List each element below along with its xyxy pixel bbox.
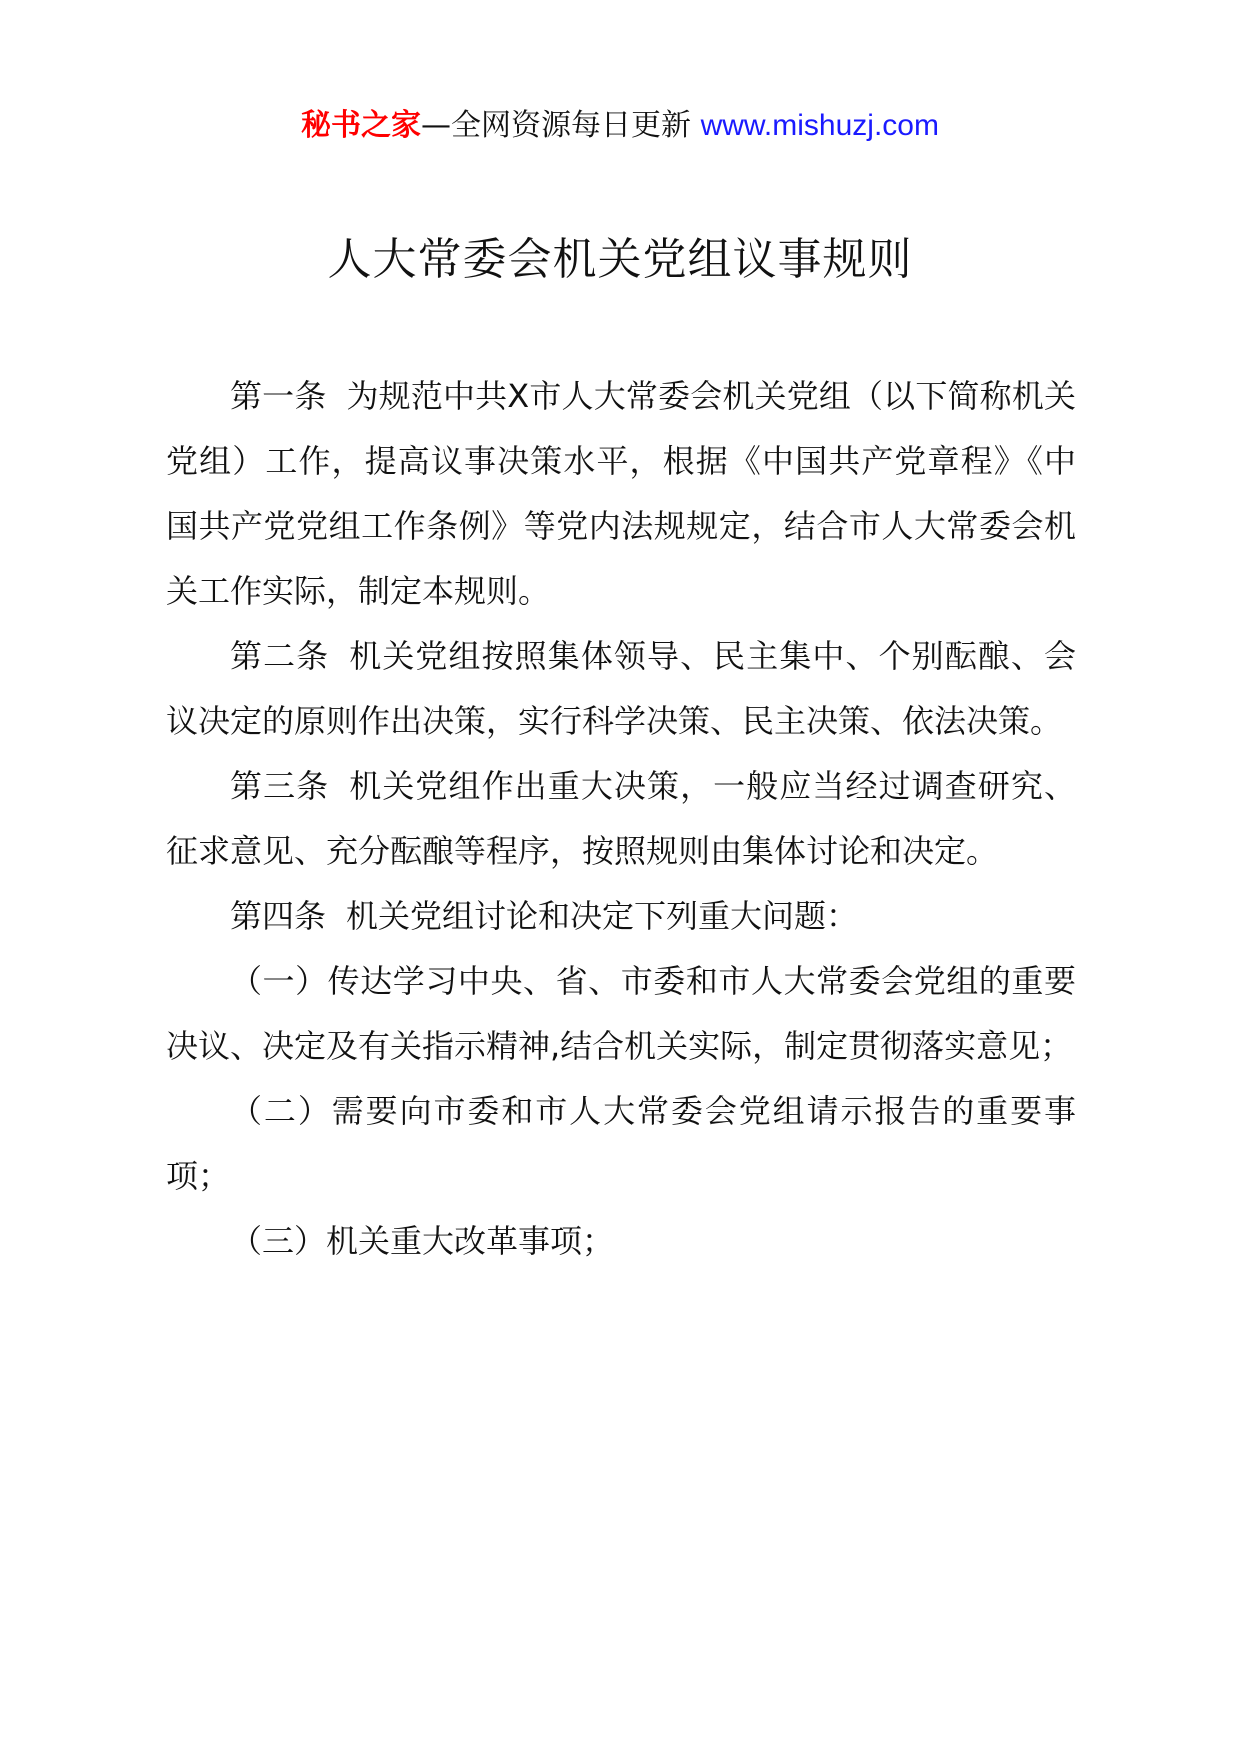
site-header (0, 104, 1240, 148)
article-4-text: 机关党组讨论和决定下列重大问题： (346, 897, 859, 935)
list-item-3-text: （三）机关重大改革事项； (230, 1222, 615, 1260)
document-title: 人大常委会机关党组议事规则 (327, 234, 913, 285)
document-body (166, 364, 1076, 1274)
article-3-text: 机关党组作出重大决策，一般应当经过调查研究、征求意见、充分酝酿等程序，按照规则由集体讨论和决定。 (166, 767, 1076, 870)
site-tagline: —全网资源每日更新 (421, 108, 701, 143)
article-4-label: 第四条 (230, 897, 327, 935)
article-1-text: 为规范中共X市人大常委会机关党组（以下简称机关党组）工作，提高议事决策水平，根据《中国共产党章程》《中国共产党党组工作条例》等党内法规规定，结合市人大常委会机关工作实际，制定本规则。 (166, 377, 1076, 610)
article-3-label: 第三条 (230, 767, 330, 805)
article-2-text: 机关党组按照集体领导、民主集中、个别酝酿、会议决定的原则作出决策，实行科学决策、民主决策、依法决策。 (166, 637, 1076, 740)
article-1 (166, 364, 1076, 624)
list-item-1-text: （一）传达学习中央、省、市委和市人大常委会党组的重要决议、决定及有关指示精神,结合机关实际，制定贯彻落实意见； (166, 962, 1076, 1065)
article-2 (166, 624, 1076, 754)
article-4 (166, 884, 1076, 949)
list-item-1 (166, 949, 1076, 1079)
article-3 (166, 754, 1076, 884)
article-1-label: 第一条 (230, 377, 327, 415)
list-item-2-text: （二）需要向市委和市人大常委会党组请示报告的重要事项； (166, 1092, 1076, 1195)
list-item-3 (166, 1209, 1076, 1274)
list-item-2 (166, 1079, 1076, 1209)
article-2-label: 第二条 (230, 637, 330, 675)
site-brand: 秘书之家 (301, 108, 422, 143)
site-url: www.mishuzj.com (700, 109, 939, 142)
